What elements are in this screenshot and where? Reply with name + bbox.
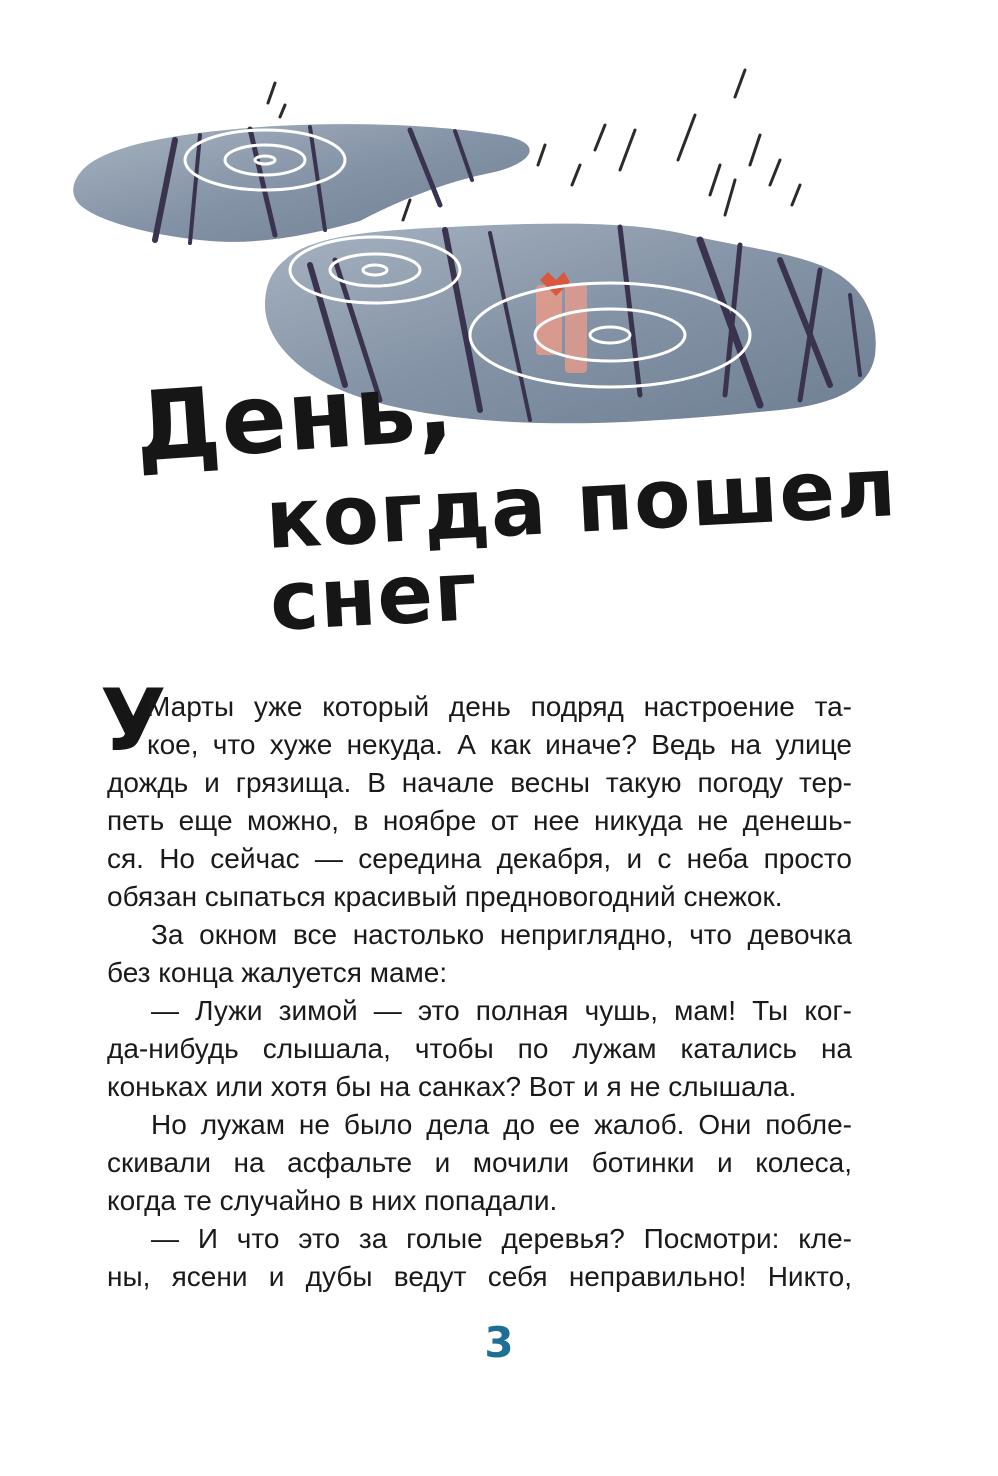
text-line: — Лужи зимой — это полная чушь, мам! Ты ког- — [151, 995, 852, 1026]
page-number: 3 — [484, 1318, 514, 1367]
text-line: да-нибудь слышала, чтобы по лужам катались на — [107, 1033, 852, 1064]
chapter-title-line1: День, — [131, 349, 458, 484]
text-line: — И что это за голые деревья? Посмотри: кле- — [151, 1223, 852, 1254]
puddle-top — [73, 124, 529, 242]
text-line: Но лужам не было дела до ее жалоб. Они побле- — [151, 1109, 852, 1140]
text-line: обязан сыпаться красивый предновогодний снежок. — [107, 881, 783, 912]
text-line: скивали на асфальте и мочили ботинки и колеса, — [107, 1147, 852, 1178]
text-line: Марты уже который день подряд настроение та- — [147, 691, 852, 722]
body-text — [107, 688, 852, 1296]
text-line: коньках или хотя бы на санках? Вот и я не слышала. — [107, 1071, 797, 1102]
drop-cap: У — [100, 671, 167, 771]
text-line: когда те случайно в них попадали. — [107, 1185, 558, 1216]
text-line: ны, ясени и дубы ведут себя неправильно! Никто, — [107, 1261, 852, 1292]
text-line: петь еще можно, в ноябре от нее никуда не денешь- — [107, 805, 852, 836]
text-line: без конца жалуется маме: — [107, 957, 448, 988]
text-line: За окном все настолько неприглядно, что девочка — [151, 919, 852, 950]
text-line: кое, что хуже некуда. А как иначе? Ведь на улице — [147, 729, 852, 760]
text-line: ся. Но сейчас — середина декабря, и с неба просто — [107, 843, 852, 874]
text-line: дождь и грязища. В начале весны такую погоду тер- — [107, 767, 852, 798]
chapter-title-line2: когда пошел снег — [263, 440, 900, 650]
